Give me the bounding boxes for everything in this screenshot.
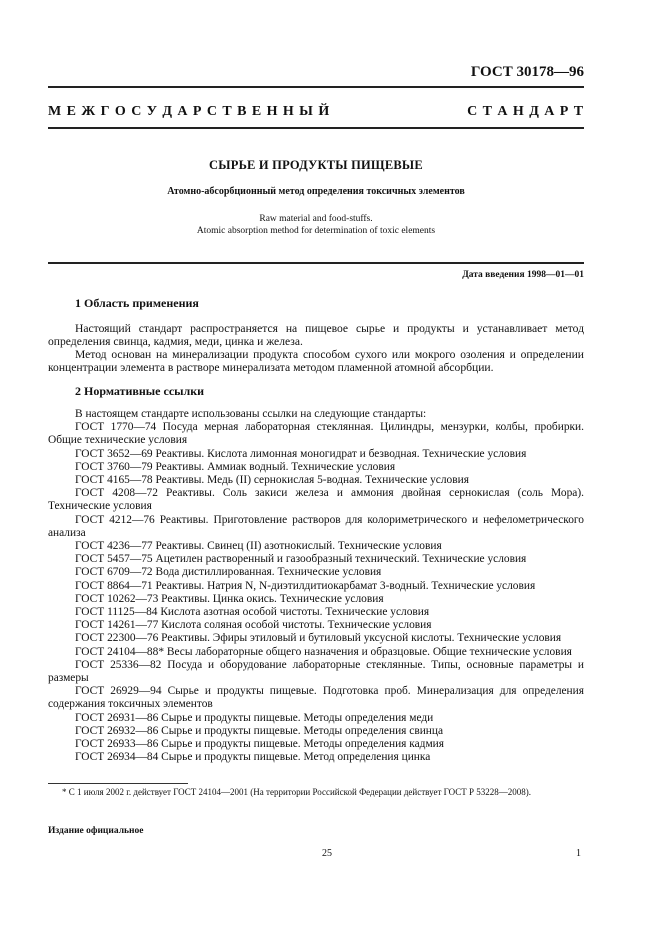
intro-date: Дата введения 1998—01—01 — [462, 270, 584, 280]
reference-item: ГОСТ 26933—86 Сырье и продукты пищевые. Методы определения кадмия — [75, 738, 445, 751]
page-number: 25 — [322, 848, 332, 859]
section-2-heading: 2 Нормативные ссылки — [75, 384, 205, 398]
top-rule — [48, 86, 584, 88]
reference-item: ГОСТ 25336—82 Посуда и оборудование лабораторные стеклянные. Типы, основные параметры и размеры — [48, 658, 584, 685]
reference-item: ГОСТ 5457—75 Ацетилен растворенный и газообразный технический. Технические условия — [75, 553, 527, 566]
footnote: * С 1 июля 2002 г. действует ГОСТ 24104—2001 (На территории Российской Федерации действует ГОСТ Р 53228—2008). — [62, 787, 531, 797]
section-1-body — [48, 322, 584, 374]
reference-item: ГОСТ 11125—84 Кислота азотная особой чистоты. Технические условия — [75, 606, 430, 619]
reference-item: ГОСТ 3760—79 Реактивы. Аммиак водный. Технические условия — [75, 460, 396, 473]
reference-item: ГОСТ 22300—76 Реактивы. Эфиры этиловый и бутиловый уксусной кислоты. Технические условия — [75, 632, 562, 645]
reference-item: ГОСТ 4208—72 Реактивы. Соль закиси железа и аммония двойная сернокислая (соль Мора). Технические условия — [48, 487, 584, 513]
reference-item: ГОСТ 6709—72 Вода дистиллированная. Технические условия — [75, 566, 382, 579]
reference-item: ГОСТ 10262—73 Реактивы. Цинка окись. Технические условия — [75, 592, 384, 605]
banner-right: С Т А Н Д А Р Т — [467, 104, 584, 119]
banner-rule — [48, 127, 584, 129]
normative-references — [48, 408, 584, 764]
section-1-heading: 1 Область применения — [75, 296, 199, 310]
reference-item: ГОСТ 4236—77 Реактивы. Свинец (II) азотнокислый. Технические условия — [75, 540, 442, 553]
references-intro: В настоящем стандарте использованы ссылки на следующие стандарты: — [75, 408, 427, 420]
reference-item: ГОСТ 4165—78 Реактивы. Медь (II) сернокислая 5-водная. Технические условия — [75, 474, 469, 487]
document-subtitle: Атомно-абсорбционный метод определения токсичных элементов — [167, 186, 465, 197]
document-code: ГОСТ 30178—96 — [470, 64, 584, 80]
reference-item: ГОСТ 14261—77 Кислота соляная особой чистоты. Технические условия — [75, 619, 432, 632]
standard-banner — [48, 104, 584, 120]
reference-item: ГОСТ 26932—86 Сырье и продукты пищевые. Методы определения свинца — [75, 724, 444, 737]
reference-item: ГОСТ 26934—84 Сырье и продукты пищевые. Метод определения цинка — [75, 751, 431, 764]
reference-item: ГОСТ 3652—69 Реактивы. Кислота лимонная моногидрат и безводная. Технические условия — [75, 447, 527, 460]
reference-item: ГОСТ 24104—88* Весы лабораторные общего назначения и образцовые. Общие технические условия — [75, 645, 572, 658]
paragraph: Метод основан на минерализации продукта способом сухого или мокрого озоления и определении концентрации элемента в растворе минерализата методом пламенной атомной абсорбции. — [48, 348, 584, 374]
reference-item: ГОСТ 26929—94 Сырье и продукты пищевые. Подготовка проб. Минерализация для определения содержания токсичных элементов — [48, 685, 584, 711]
reference-item: ГОСТ 26931—86 Сырье и продукты пищевые. Методы определения меди — [75, 711, 434, 724]
reference-item: ГОСТ 4212—76 Реактивы. Приготовление растворов для колориметрического и нефелометрического анализа — [48, 513, 584, 539]
sheet-number: 1 — [576, 848, 581, 859]
paragraph: Настоящий стандарт распространяется на пищевое сырье и продукты и устанавливает метод определения свинца, кадмия, меди, цинка и железа. — [48, 322, 584, 348]
english-title-line-2: Atomic absorption method for determination of toxic elements — [196, 226, 436, 236]
edition-label: Издание официальное — [48, 826, 144, 836]
document-title: СЫРЬЕ И ПРОДУКТЫ ПИЩЕВЫЕ — [209, 158, 423, 172]
english-title-line-1: Raw material and food-stuffs. — [259, 214, 373, 224]
title-rule — [48, 262, 584, 264]
reference-item: ГОСТ 1770—74 Посуда мерная лабораторная стеклянная. Цилиндры, мензурки, колбы, пробирки. Общие технические условия — [48, 421, 584, 447]
banner-left: М Е Ж Г О С У Д А Р С Т В Е Н Н Ы Й — [48, 104, 331, 119]
reference-item: ГОСТ 8864—71 Реактивы. Натрия N, N-диэтилдитиокарбамат 3-водный. Технические условия — [75, 579, 536, 592]
footnote-rule — [48, 783, 188, 784]
